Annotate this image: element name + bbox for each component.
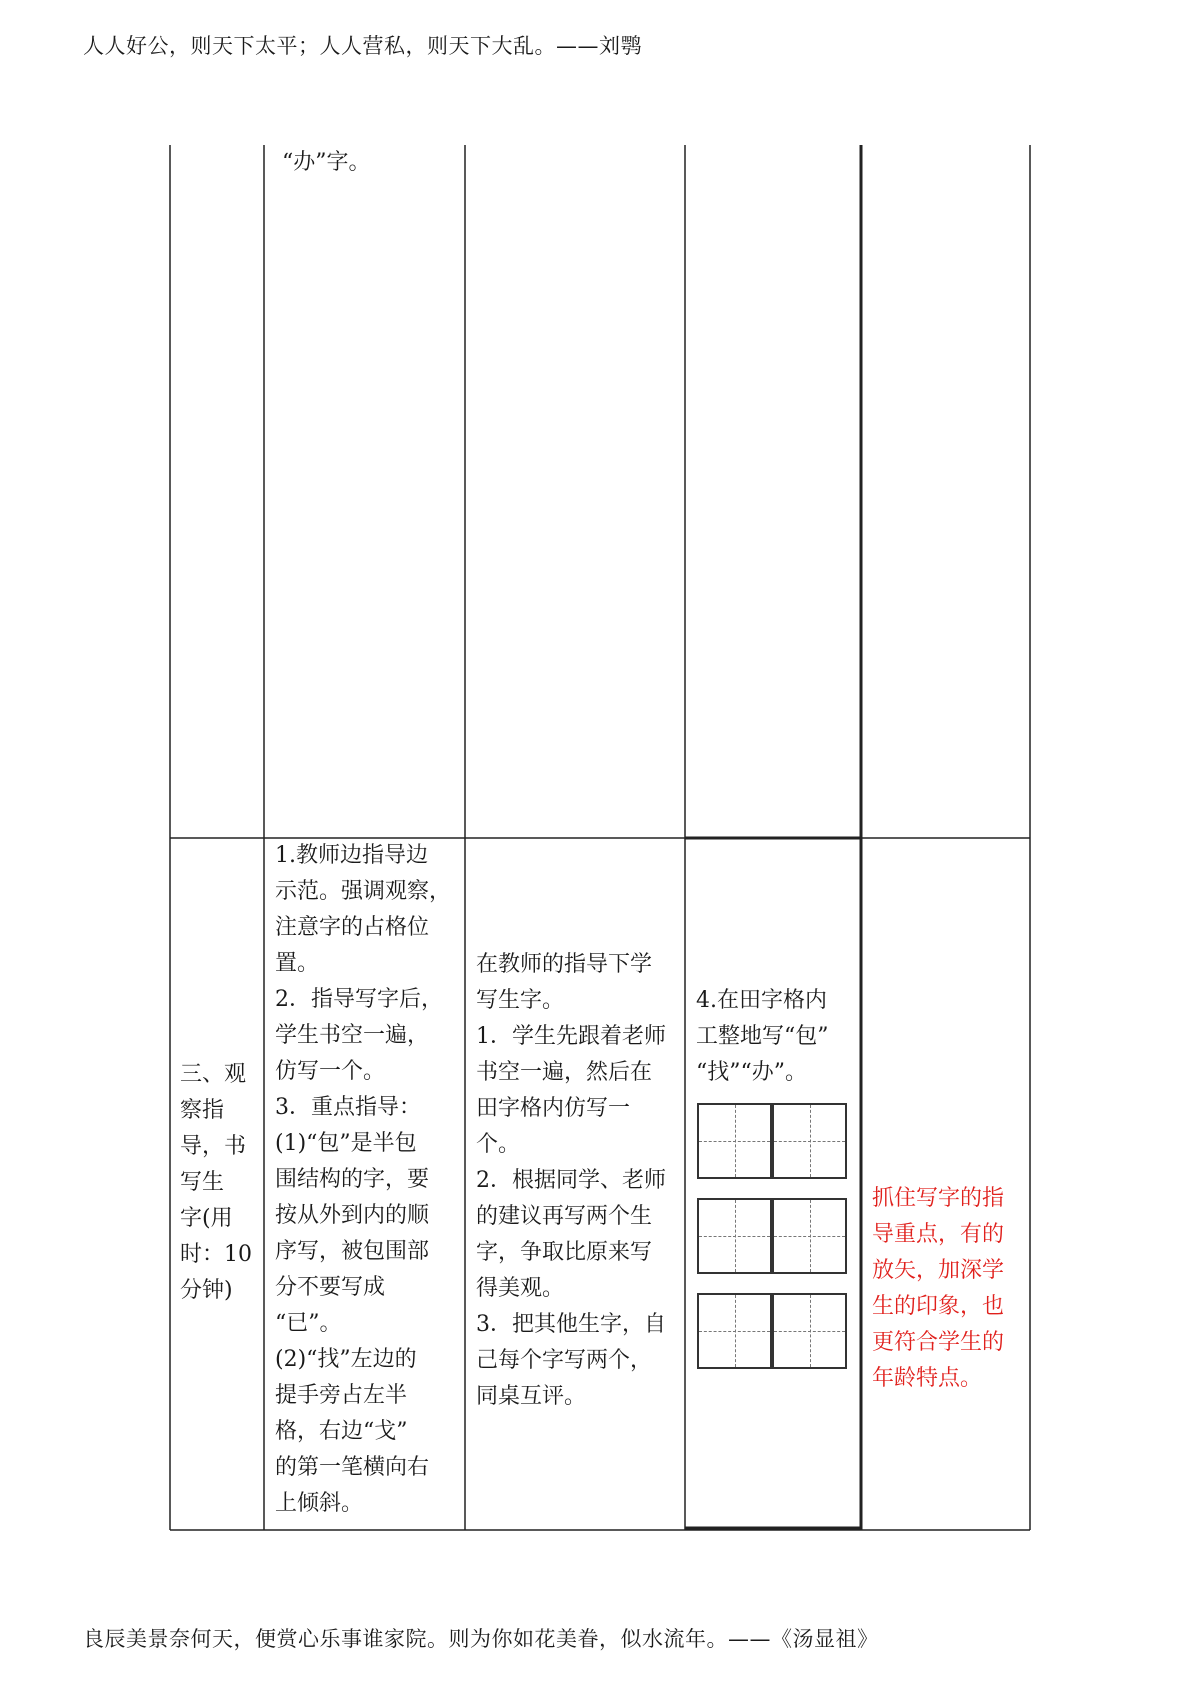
row2-assessment-cell: 4.在田字格内 工整地写“包” “找”“办”。 [696,988,829,1085]
tianzige-box [697,1103,772,1179]
row2-student-activity-cell: 在教师的指导下学 写生字。 1．学生先跟着老师 书空一遍，然后在 田字格内仿写一 个。 2．根据同学、老师 的建议再写两个生 字，争取比原来写 得美观。 3．把其他生字，自 己每个字写两个， 同桌互评。 [476,952,666,1409]
tianzige-box [772,1198,847,1274]
row1-procedure-cell: “办”字。 [282,150,371,175]
tianzige-box [772,1293,847,1369]
tianzige-box [697,1293,772,1369]
footer-quote: 良辰美景奈何天，便赏心乐事谁家院。则为你如花美眷，似水流年。——《汤显祖》 [83,1627,879,1651]
header-quote: 人人好公，则天下太平；人人营私，则天下大乱。——刘鹗 [83,34,642,58]
row2-design-intent-cell: 抓住写字的指 导重点，有的 放矢，加深学 生的印象，也 更符合学生的 年龄特点。 [872,1186,1005,1391]
row2-stage-cell: 三、观 察指 导，书 写生 字(用 时：10 分钟) [180,1062,252,1303]
row2-teacher-activity-cell: 1.教师边指导边 示范。强调观察， 注意字的占格位 置。 2．指导写字后， 学生书空一遍， 仿写一个。 3．重点指导： (1)“包”是半包 围结构的字，要 按从外到内的顺 序写，被包围部 分不要写成 “已”。 (2)“找”左边的 提手旁占左半 格，右边“戈” 的第一笔横向右 上倾斜。 [275,843,452,1516]
tianzige-box [697,1198,772,1274]
tianzige-box [772,1103,847,1179]
